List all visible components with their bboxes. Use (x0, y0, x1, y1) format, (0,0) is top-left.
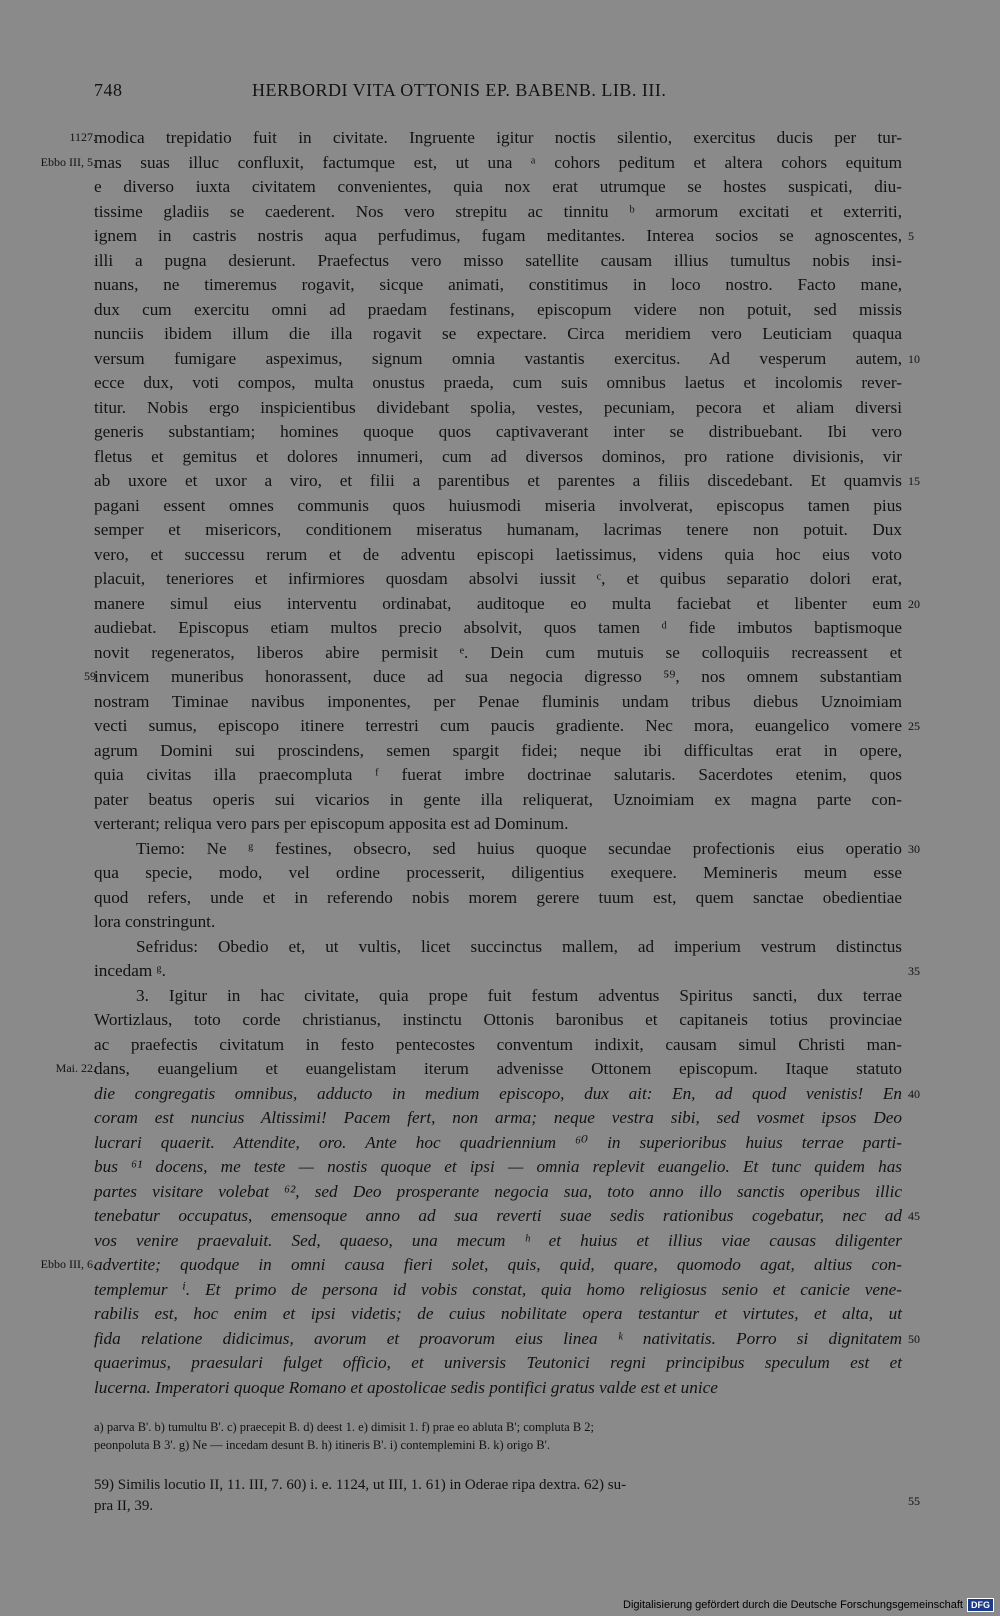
text-line: audiebat. Episcopus etiam multos precio absolvit, quos tamen ᵈ fide imbutos baptismoque (94, 618, 902, 637)
text-line: ab uxore et uxor a viro, et filii a parentibus et parentes a filiis discedebant. Et quamvis (94, 471, 902, 490)
margin-note: Ebbo III, 6. (40, 1257, 96, 1271)
text-line: quia civitas illa praecompluta ᶠ fuerat imbre doctrinae salutaris. Sacerdotes etenim, quos (94, 765, 902, 784)
text-line: die congregatis omnibus, adducto in medium episcopo, dux ait: En, ad quod venistis! En (94, 1083, 902, 1103)
text-line: novit regeneratos, liberos abire permisit ᵉ. Dein cum mutuis se colloquiis recreassent et (94, 642, 902, 662)
page-header (0, 80, 1000, 104)
text-line: nostram Timinae navibus imponentes, per Penae fluminis undam tribus diebus Uznoimiam (94, 691, 902, 711)
text-line: 3. Igitur in hac civitate, quia prope fuit festum adventus Spiritus sancti, dux terrae (136, 985, 902, 1005)
line-number: 25 (908, 719, 920, 733)
line-number: 5 (908, 229, 914, 243)
text-line: partes visitare volebat ⁶², sed Deo prosperante negocia sua, toto anno illo sanctis operibus illic (94, 1181, 902, 1201)
text-line: lora constringunt. (94, 912, 216, 931)
text-line: illi a pugna desierunt. Praefectus vero misso satellite causam illius tumultus nobis insi- (94, 250, 902, 270)
text-line: placuit, teneriores et infirmiores quosdam absolvi iussit ᶜ, et quibus separatio dolori erat, (94, 569, 902, 588)
text-line: e diverso iuxta civitatem convenientes, quia nox erat utrumque se hostes suspicati, diu- (94, 177, 902, 196)
text-line: templemur ⁱ. Et primo de persona id vobis constat, quia homo religiosus senio et canicie vene- (94, 1279, 902, 1299)
text-line: vos venire praevaluit. Sed, quaeso, una mecum ʰ et huius et illius viae causas diligenter (94, 1230, 902, 1250)
text-line: agrum Domini sui proscindens, semen spargit fidei; neque ibi difficultas erat in opere, (94, 740, 902, 760)
text-line: mas suas illuc confluxit, factumque est, ut una ᵃ cohors peditum et altera cohors equitum (94, 152, 902, 172)
margin-note: 59 (84, 669, 96, 683)
line-number-55: 55 (908, 1494, 920, 1508)
text-line: Tiemo: Ne ᵍ festines, obsecro, sed huius quoque secundae profectionis eius operatio (136, 838, 902, 858)
line-number: 40 (908, 1086, 920, 1101)
text-line: titur. Nobis ergo inspicientibus dividebant spolia, vestes, pecuniam, pecora et aliam diversi (94, 397, 902, 417)
text-line: generis substantiam; homines quoque quos captivaverant inter se distribuebant. Ibi vero (94, 422, 902, 441)
main-text (94, 126, 902, 1400)
text-line: nunciis ibidem illum die illa rogavit se expectare. Circa meridiem vero Leuticiam quaqua (94, 324, 902, 343)
line-number: 15 (908, 474, 920, 488)
text-line: coram est nuncius Altissimi! Pacem fert, non arma; neque vestra sibi, sed vosmet ipsos Deo (94, 1108, 902, 1127)
footnotes (94, 1475, 916, 1517)
text-line: fletus et gemitus et dolores innumeri, cum ad diversos dominos, pro ratione divisionis, vir (94, 446, 902, 466)
credit-text: Digitalisierung gefördert durch die Deutsche Forschungsgemeinschaft (623, 1599, 963, 1611)
line-number: 30 (908, 841, 920, 856)
text-line: nuans, ne timeremus rogavit, sicque animati, constitimus in loco nostro. Facto mane, (94, 275, 902, 294)
line-number: 50 (908, 1331, 920, 1346)
margin-note: 1127. (69, 130, 96, 144)
text-line: pater beatus operis sui vicarios in gente illa reliquerat, Uznoimiam ex magna parte con- (94, 789, 902, 809)
text-line: dux cum exercitu omni ad praedam festinans, episcopum videre non potuit, sed missis (94, 299, 902, 319)
text-line: lucerna. Imperatori quoque Romano et apostolicae sedis pontifici gratus valde est et unice (94, 1377, 718, 1397)
text-line: dans, euangelium et euangelistam iterum advenisse Ottonem episcopum. Itaque statuto (94, 1059, 902, 1078)
page-number: 748 (94, 80, 123, 100)
text-line: bus ⁶¹ docens, me teste — nostis quoque et ipsi — omnia replevit euangelio. Et tunc quidem has (94, 1157, 902, 1176)
text-line: incedam ᵍ. (94, 961, 166, 980)
apparatus-line: a) parva B'. b) tumultu B'. c) praecepit B. d) deest 1. e) dimisit 1. f) prae eo abluta B'; compluta B 2; (94, 1420, 595, 1434)
text-line: rabilis est, hoc enim et ipsi videtis; de cuius nobilitate opera testantur et virtutes, et alta, ut (94, 1304, 902, 1323)
text-line: lucrari quaerit. Attendite, oro. Ante hoc quadriennium ⁶⁰ in superioribus huius terrae parti- (94, 1132, 902, 1152)
text-line: pagani essent omnes communis quos huiusmodi miseria involverat, episcopus tamen pius (94, 495, 902, 515)
text-line: Wortizlaus, toto corde christianus, instinctu Ottonis baronibus et capitaneis totius provinciae (94, 1010, 902, 1029)
text-line: tissime gladiis se caederent. Nos vero strepitu ac tinnitu ᵇ armorum excitati et exterriti, (94, 201, 902, 221)
text-line: quaerimus, praesulari fulget officio, et universis Teutonici regni principibus speculum est et (94, 1353, 902, 1372)
text-line: vecti sumus, episcopo itinere terrestri cum paucis gradiente. Nec mora, euangelico vomere (94, 716, 902, 735)
running-title: HERBORDI VITA OTTONIS EP. BABENB. LIB. III. (252, 80, 667, 100)
margin-note: Mai. 22. (55, 1061, 96, 1075)
text-line: manere simul eius interventu ordinabat, auditoque eo multa faciebat et libenter eum (94, 593, 902, 613)
text-line: ecce dux, voti compos, multa onustus praeda, cum suis omnibus laetus et incolomis rever- (94, 373, 902, 392)
text-line: invicem muneribus honorassent, duce ad sua negocia digresso ⁵⁹, nos omnem substantiam (94, 667, 902, 686)
dfg-logo: DFG (967, 1598, 994, 1612)
text-line: Sefridus: Obedio et, ut vultis, licet succinctus mallem, ad imperium vestrum distinctus (136, 936, 902, 956)
footnote-line: pra II, 39. (94, 1498, 154, 1514)
critical-apparatus (94, 1418, 914, 1454)
text-line: versum fumigare aspeximus, signum omnia vastantis exercitus. Ad vesperum autem, (94, 348, 902, 368)
line-number: 20 (908, 596, 920, 611)
line-number: 10 (908, 351, 920, 366)
text-line: ignem in castris nostris aqua perfudimus, fugam meditantes. Interea socios se agnoscentes, (94, 226, 902, 245)
text-line: modica trepidatio fuit in civitate. Ingruente igitur noctis silentio, exercitus ducis per tur- (94, 128, 902, 147)
line-number: 45 (908, 1209, 920, 1223)
text-line: advertite; quodque in omni causa fieri solet, quis, quid, quare, quomodo agat, altius con- (94, 1255, 902, 1274)
line-number: 35 (908, 964, 920, 978)
footnote-line: 59) Similis locutio II, 11. III, 7. 60) i. e. 1124, ut III, 1. 61) in Oderae ripa dextra. 62) su- (94, 1477, 627, 1493)
text-line: semper et misericors, conditionem miseratus humanam, lacrimas tenere non potuit. Dux (94, 520, 902, 539)
digitization-credit (623, 1597, 994, 1613)
text-line: qua specie, modo, vel ordine processerit, diligentius exequere. Memineris meum esse (94, 863, 902, 882)
text-line: fida relatione didicimus, avorum et proavorum eius linea ᵏ nativitatis. Porro si dignitatem (94, 1328, 902, 1348)
margin-note: Ebbo III, 5. (40, 154, 96, 169)
text-line: quod refers, unde et in referendo nobis morem gerere tuum est, quem sanctae obedientiae (94, 887, 902, 907)
text-line: verterant; reliqua vero pars per episcopum apposita est ad Dominum. (94, 814, 569, 833)
apparatus-line: peonpoluta B 3'. g) Ne — incedam desunt B. h) itineris B'. i) contemplemini B. k) origo B'. (94, 1438, 550, 1452)
text-line: tenebatur occupatus, emensoque anno ad sua reverti suae sedis rationibus cogebatur, nec ad (94, 1206, 902, 1225)
text-line: ac praefectis civitatum in festo pentecostes conventum indixit, causam simul Christi man- (94, 1034, 902, 1054)
text-line: vero, et successu rerum et de adventu episcopi laetissimus, videns quia hoc eius voto (94, 544, 902, 564)
